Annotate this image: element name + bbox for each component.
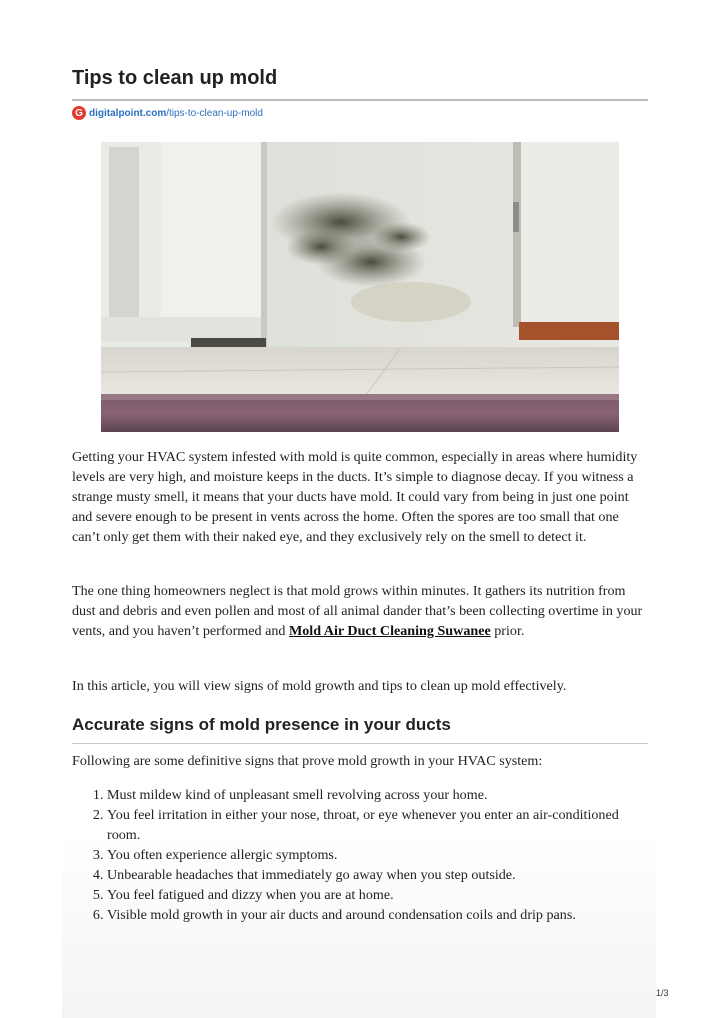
list-item: 5. You feel fatigued and dizzy when you are at home. xyxy=(107,885,648,905)
section-intro: Following are some definitive signs that prove mold growth in your HVAC system: xyxy=(72,753,543,769)
digitalpoint-logo-icon: G xyxy=(72,106,86,120)
signs-list xyxy=(72,785,648,925)
source-path[interactable]: /tips-to-clean-up-mold xyxy=(166,107,263,119)
paragraph-neglect-tail: prior. xyxy=(490,623,525,639)
paragraph-article-intro: In this article, you will view signs of mold growth and tips to clean up mold effectively. xyxy=(72,678,567,694)
source-link[interactable] xyxy=(72,106,263,120)
section-heading: Accurate signs of mold presence in your ducts xyxy=(72,715,451,734)
section-divider xyxy=(72,743,648,744)
list-item: 4. Unbearable headaches that immediately go away when you step outside. xyxy=(107,865,648,885)
page-title: Tips to clean up mold xyxy=(72,67,278,89)
source-domain[interactable]: digitalpoint.com xyxy=(89,107,167,119)
intro-paragraph: Getting your HVAC system infested with mold is quite common, especially in areas where humidity levels are very high, and moisture keeps in the ducts. It’s simple to diagnose decay. If you witness a strange musty smell, it means that your ducts have mold. It could vary from being in just one point and severe enough to be present in vents across the home. Often the spores are too small that one can’t only get them with their naked eye, and they exclusively rely on the smell to detect it. xyxy=(72,449,638,545)
mold-air-duct-cleaning-link[interactable]: Mold Air Duct Cleaning Suwanee xyxy=(288,623,491,639)
mold-on-wall-photo xyxy=(101,142,619,432)
paragraph-neglect-text: The one thing homeowners neglect is that mold grows within minutes. It gathers its nutrition from dust and debris and even pollen and most of all animal dander that’s been collecting overtime in your vents, and you haven’t performed and xyxy=(72,583,643,639)
list-item: 6. Visible mold growth in your air ducts and around condensation coils and drip pans. xyxy=(107,905,648,925)
list-item: 3. You often experience allergic symptoms. xyxy=(107,845,648,865)
title-divider xyxy=(72,99,648,101)
list-item: 1. Must mildew kind of unpleasant smell revolving across your home. xyxy=(107,785,648,805)
paragraph-neglect xyxy=(72,581,648,641)
list-item: 2. You feel irritation in either your nose, throat, or eye whenever you enter an air-conditioned room. xyxy=(107,805,648,845)
page-number: 1/3 xyxy=(656,988,669,998)
